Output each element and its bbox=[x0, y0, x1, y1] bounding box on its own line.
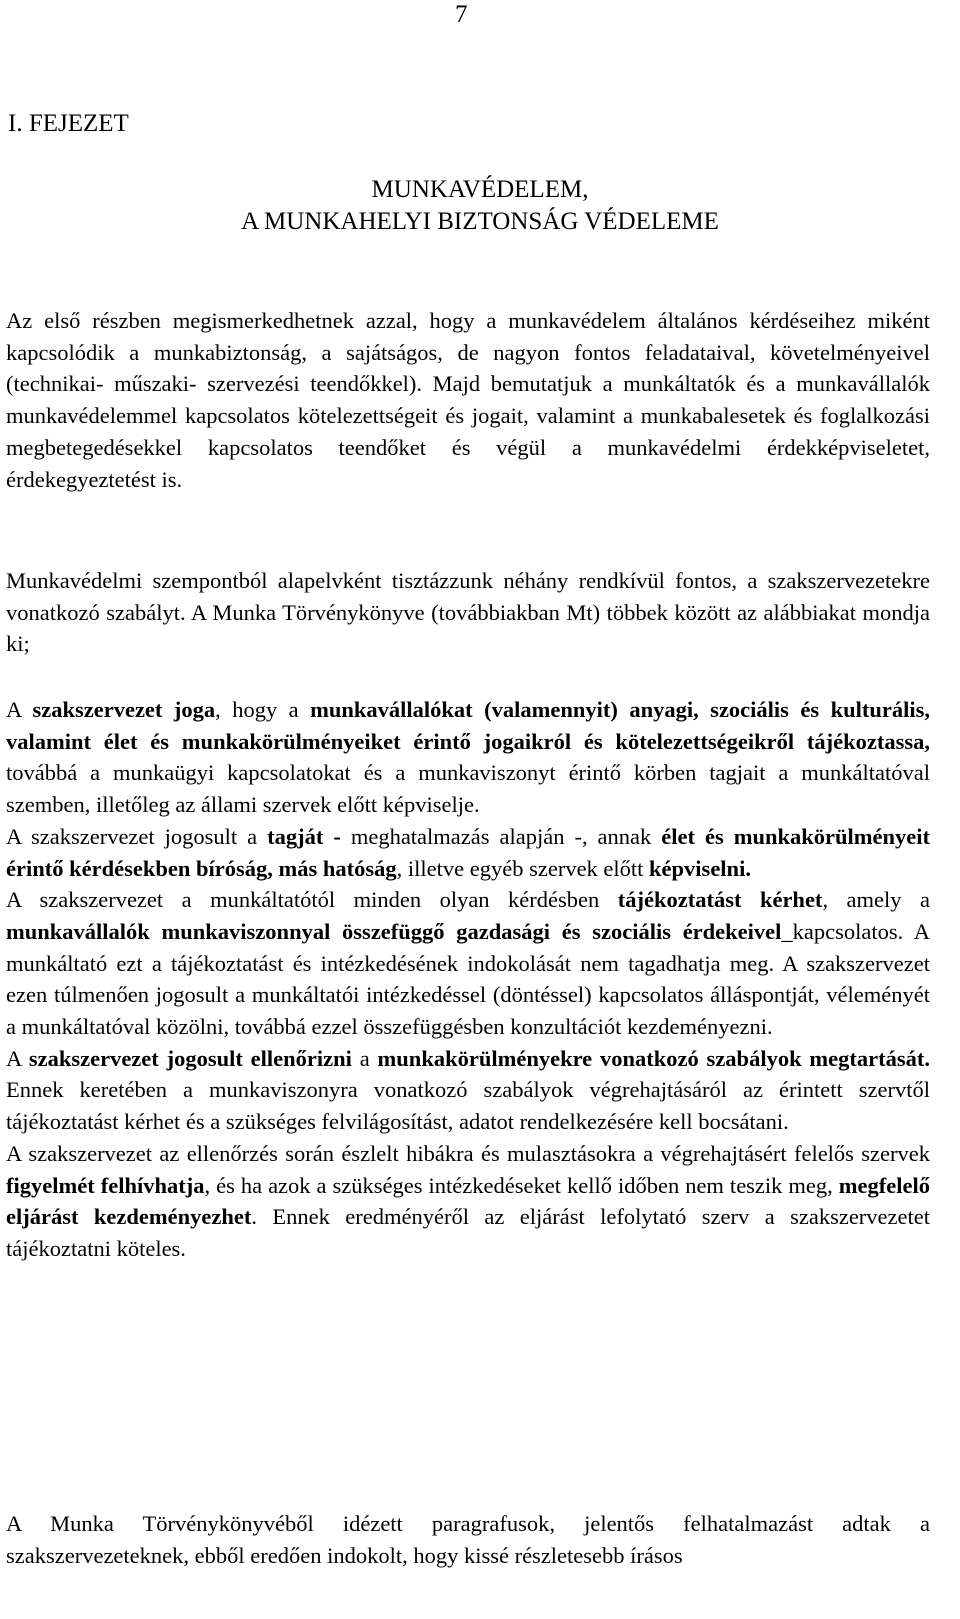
paragraph-text: Az első részben megismerkedhetnek azzal, hogy a munkavédelem általános kérdéseihez miként kapcsolódik a munkabiztonság, a sajátságos, de nagyon fontos feladataival, követelményeivel (technikai- műszaki- szervezési teendőkkel). Majd bemutatjuk a munkáltatók és a munkavállalók munkavédelemmel kapcsolatos kötelezettségeit és jogait, valamint a munkabalesetek és foglalkozási megbetegedésekkel kapcsolatos teendőket és végül a munkavédelmi érdekképviseletet, érdekegyeztetést is. bbox=[6, 308, 930, 492]
union-right-initiate-procedure: A szakszervezet az ellenőrzés során észlelt hibákra és mulasztásokra a végrehajtásért felelős szervek figyelmét felhívhatja, és ha azok a szükséges intézkedéseket kellő időben nem teszik meg, megfelelő eljárást kezdeményezhet. Ennek eredményéről az eljárást lefolytató szerv a szakszervezetet tájékoztatni köteles. bbox=[6, 1140, 930, 1261]
union-right-control: A szakszervezet jogosult ellenőrizni a munkakörülményekre vonatkozó szabályok megtartását. Ennek keretében a munkaviszonyra vonatkozó szabályok végrehajtásáról az érintett szervtől tájékoztatást kérhet és a szükséges felvilágosítást, adatot rendelkezésére kell bocsátani. bbox=[6, 1045, 930, 1135]
paragraph-text: Munkavédelmi szempontból alapelvként tisztázzunk néhány rendkívül fontos, a szakszervezetekre vonatkozó szabályt. A Munka Törvénykönyve (továbbiakban Mt) többek között az alábbiakat mondja ki; bbox=[6, 568, 930, 657]
rights-section bbox=[6, 694, 930, 1265]
chapter-heading: I. FEJEZET bbox=[8, 110, 129, 137]
paragraph-text: A Munka Törvénykönyvéből idézett paragrafusok, jelentős felhatalmazást adtak a szakszervezeteknek, ebből eredően indokolt, hogy kissé részletesebb írásos bbox=[6, 1511, 930, 1568]
closing-paragraph bbox=[6, 1508, 930, 1571]
union-right-inform: A szakszervezet joga, hogy a munkavállalókat (valamennyit) anyagi, szociális és kulturális, valamint élet és munkakörülményeiket érintő jogaikról és kötelezettségeikről tájékoztassa, továbbá a munkaügyi kapcsolatokat és a munkaviszonyt érintő körben tagjait a munkáltatóval szemben, illetőleg az állami szervek előtt képviselje. bbox=[6, 697, 930, 818]
chapter-title bbox=[0, 174, 960, 238]
union-right-information-request: A szakszervezet a munkáltatótól minden olyan kérdésben tájékoztatást kérhet, amely a munkavállalók munkaviszonnyal összefüggő gazdasági és szociális érdekeivel_kapcsolatos. A munkáltató ezt a tájékoztatást és intézkedésének indokolását nem tagadhatja meg. A szakszervezet ezen túlmenően jogosult a munkáltatói intézkedéssel (döntéssel) kapcsolatos álláspontját, véleményét a munkáltatóval közölni, továbbá ezzel összefüggésben konzultációt kezdeményezni. bbox=[6, 887, 931, 1040]
page-number: 7 bbox=[455, 1, 468, 28]
principles-paragraph bbox=[6, 565, 930, 660]
title-line-2: A MUNKAHELYI BIZTONSÁG VÉDELEME bbox=[241, 208, 719, 235]
union-right-represent: A szakszervezet jogosult a tagját - meghatalmazás alapján -, annak élet és munkakörülményeit érintő kérdésekben bíróság, más hatóság, illetve egyéb szervek előtt képviselni. bbox=[6, 823, 930, 881]
title-line-1: MUNKAVÉDELEM, bbox=[371, 176, 589, 203]
intro-paragraph bbox=[6, 305, 930, 495]
